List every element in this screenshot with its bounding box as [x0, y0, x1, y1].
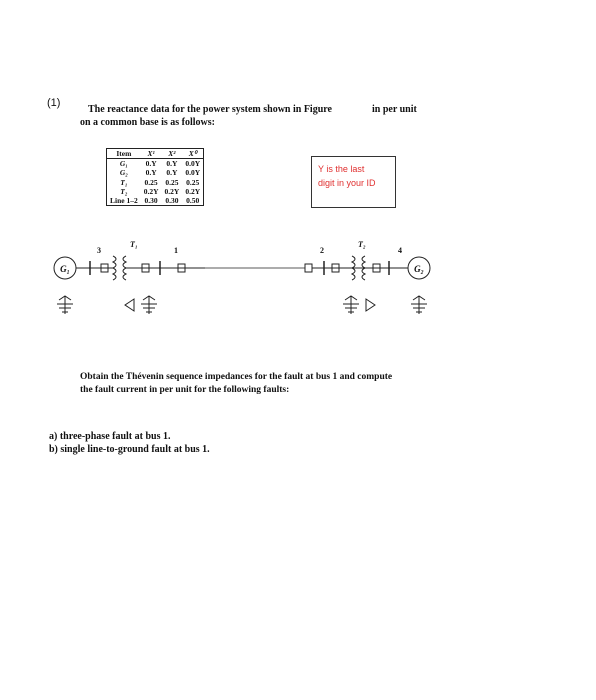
table-row: [107, 178, 204, 187]
table-cell: 0.2Y: [143, 186, 159, 196]
gen-left-label: G₁: [60, 264, 70, 274]
obtain-text-line1: Obtain the Thévenin sequence impedances for the fault at bus 1 and compute: [80, 372, 393, 382]
intro-text-line1: The reactance data for the power system shown in Figure: [88, 104, 332, 115]
generator-g1: [54, 257, 76, 279]
table-header-row: [107, 149, 204, 159]
table-header-cell: X⁰: [182, 149, 203, 159]
gen-right-label: G₂: [414, 264, 424, 274]
table-cell: G₂: [119, 168, 128, 178]
table-cell: 0.30: [165, 196, 179, 206]
transformer-t1: [113, 240, 138, 280]
question-number: (1): [47, 97, 61, 109]
obtain-text-line2: the fault current in per unit for the following faults:: [80, 385, 290, 395]
part-b: b) single line-to-ground fault at bus 1.: [49, 444, 210, 455]
t1-label: T₁: [130, 240, 138, 249]
table-row: [107, 168, 204, 177]
table-cell: 0.Y: [145, 168, 157, 178]
table-cell: Line 1–2: [110, 196, 138, 206]
table-cell: 0.25: [144, 177, 158, 187]
generator-g2: [408, 257, 430, 279]
t2-label: T₂: [358, 240, 366, 249]
ground-icon: [141, 296, 157, 314]
delta-icon: [366, 299, 375, 311]
table-cell: 0.Y: [166, 168, 178, 178]
table-cell: 0.Y: [166, 159, 178, 169]
table-row: [107, 196, 204, 206]
table-cell: 0.50: [186, 196, 200, 206]
ground-icon: [343, 296, 359, 314]
table-cell: 0.Y: [145, 159, 157, 169]
table-cell: 0.30: [144, 196, 158, 206]
table-cell: 0.0Y: [185, 168, 201, 178]
table-cell: T₁: [120, 177, 128, 187]
table-cell: 0.25: [165, 177, 179, 187]
part-a: a) three-phase fault at bus 1.: [49, 431, 171, 442]
one-line-diagram: [0, 230, 596, 330]
table-row: [107, 159, 204, 169]
id-note-box: [311, 156, 396, 208]
table-cell: G₁: [119, 159, 128, 169]
bus-3-label: 3: [97, 246, 101, 255]
table-cell: T₂: [120, 186, 128, 196]
intro-text-line2: on a common base is as follows:: [80, 117, 216, 128]
ground-icon: [411, 296, 427, 314]
ground-icon: [57, 296, 73, 314]
table-cell: 0.2Y: [185, 186, 201, 196]
bus-1-label: 1: [174, 246, 178, 255]
reactance-table: [106, 148, 204, 206]
table-header-cell: Item: [107, 149, 141, 159]
table-header-cell: X¹: [141, 149, 162, 159]
delta-icon: [125, 299, 134, 311]
note-line2: digit in your ID: [318, 178, 376, 188]
table-header-cell: X²: [162, 149, 183, 159]
table-cell: 0.2Y: [164, 186, 180, 196]
table-cell: 0.0Y: [185, 159, 201, 169]
note-line1: Y is the last: [318, 164, 365, 174]
table-cell: 0.25: [186, 177, 200, 187]
bus-4-label: 4: [398, 246, 402, 255]
intro-text-suffix: in per unit: [372, 104, 417, 115]
bus-2-label: 2: [320, 246, 324, 255]
transformer-t2: [352, 240, 366, 280]
table-row: [107, 187, 204, 196]
breaker-icon: [305, 264, 312, 272]
